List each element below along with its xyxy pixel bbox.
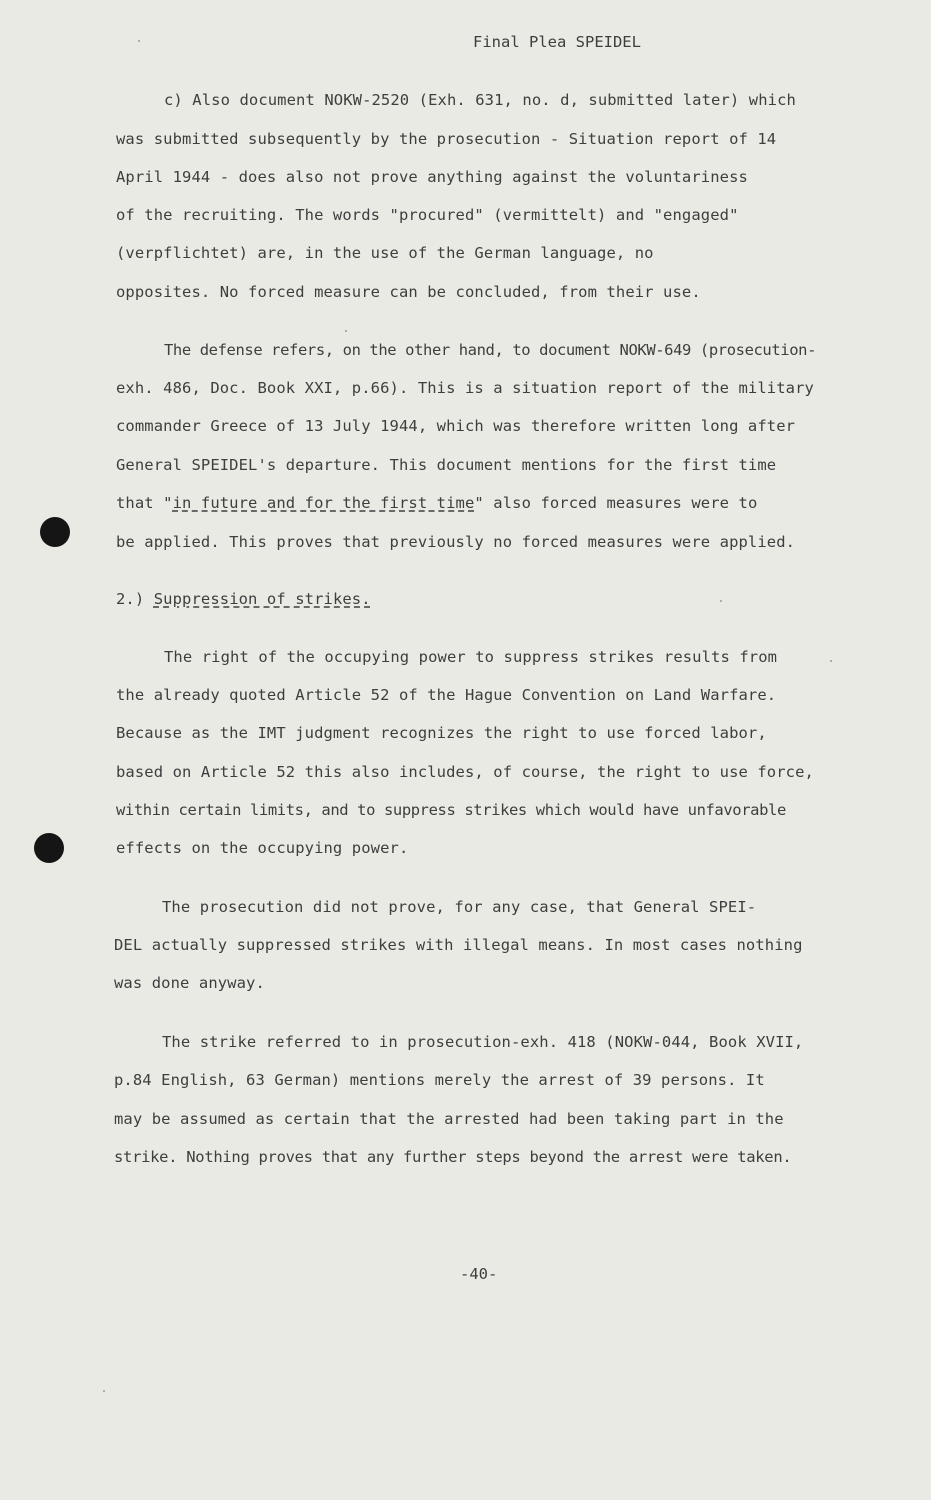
paragraph-5-line-3: may be assumed as certain that the arrested had been taking part in the	[114, 1110, 784, 1128]
paragraph-2-line-5	[116, 493, 757, 513]
paragraph-3-line-5: within certain limits, and to suppress strikes which would have unfavorable	[116, 801, 786, 819]
paragraph-3-line-3: Because as the IMT judgment recognizes the right to use forced labor,	[116, 724, 767, 742]
line-5-tail: " also forced measures were to	[474, 494, 758, 512]
paper-speck	[830, 660, 832, 662]
paragraph-2-line-2: exh. 486, Doc. Book XXI, p.66). This is a situation report of the military	[116, 379, 814, 397]
heading-text: Suppression of strikes.	[153, 590, 371, 608]
paper-speck	[345, 330, 347, 332]
paragraph-1-line-6: opposites. No forced measure can be concluded, from their use.	[116, 283, 701, 301]
paper-speck	[103, 1390, 105, 1392]
paper-speck	[138, 40, 140, 42]
paragraph-2-line-4: General SPEIDEL's departure. This document mentions for the first time	[116, 456, 777, 474]
paragraph-5-line-1: The strike referred to in prosecution-exh. 418 (NOKW-044, Book XVII,	[162, 1033, 804, 1051]
paragraph-3-line-1: The right of the occupying power to suppress strikes results from	[164, 648, 778, 666]
underlined-phrase: in future and for the first time	[172, 494, 475, 512]
paragraph-4-line-1: The prosecution did not prove, for any case, that General SPEI-	[162, 898, 757, 916]
paragraph-2-line-1: The defense refers, on the other hand, to document NOKW-649 (prosecution-	[164, 341, 817, 359]
punch-hole-upper	[40, 517, 70, 547]
punch-hole-lower	[34, 833, 64, 863]
paper-speck	[720, 600, 722, 602]
paragraph-1-line-1: c) Also document NOKW-2520 (Exh. 631, no. d, submitted later) which	[164, 91, 796, 109]
paragraph-5-line-4: strike. Nothing proves that any further steps beyond the arrest were taken.	[114, 1148, 792, 1166]
paragraph-1-line-5: (verpflichtet) are, in the use of the German language, no	[116, 244, 654, 262]
paragraph-1-line-4: of the recruiting. The words "procured" (vermittelt) and "engaged"	[116, 206, 739, 224]
paragraph-3-line-2: the already quoted Article 52 of the Hague Convention on Land Warfare.	[116, 686, 777, 704]
paragraph-4-line-3: was done anyway.	[114, 974, 265, 992]
paragraph-4-line-2: DEL actually suppressed strikes with illegal means. In most cases nothing	[114, 936, 803, 954]
paragraph-2-line-3: commander Greece of 13 July 1944, which was therefore written long after	[116, 417, 796, 435]
page-header: Final Plea SPEIDEL	[473, 33, 641, 51]
quote-open: that "	[116, 494, 173, 512]
paragraph-3-line-4: based on Article 52 this also includes, of course, the right to use force,	[116, 763, 814, 781]
section-heading	[116, 589, 371, 609]
paragraph-3-line-6: effects on the occupying power.	[116, 839, 409, 857]
heading-number: 2.)	[116, 590, 145, 608]
paragraph-1-line-3: April 1944 - does also not prove anything against the voluntariness	[116, 168, 748, 186]
paragraph-5-line-2: p.84 English, 63 German) mentions merely the arrest of 39 persons. It	[114, 1071, 765, 1089]
paragraph-1-line-2: was submitted subsequently by the prosecution - Situation report of 14	[116, 130, 777, 148]
paragraph-2-line-6: be applied. This proves that previously no forced measures were applied.	[116, 533, 796, 551]
page-number: -40-	[460, 1265, 498, 1283]
